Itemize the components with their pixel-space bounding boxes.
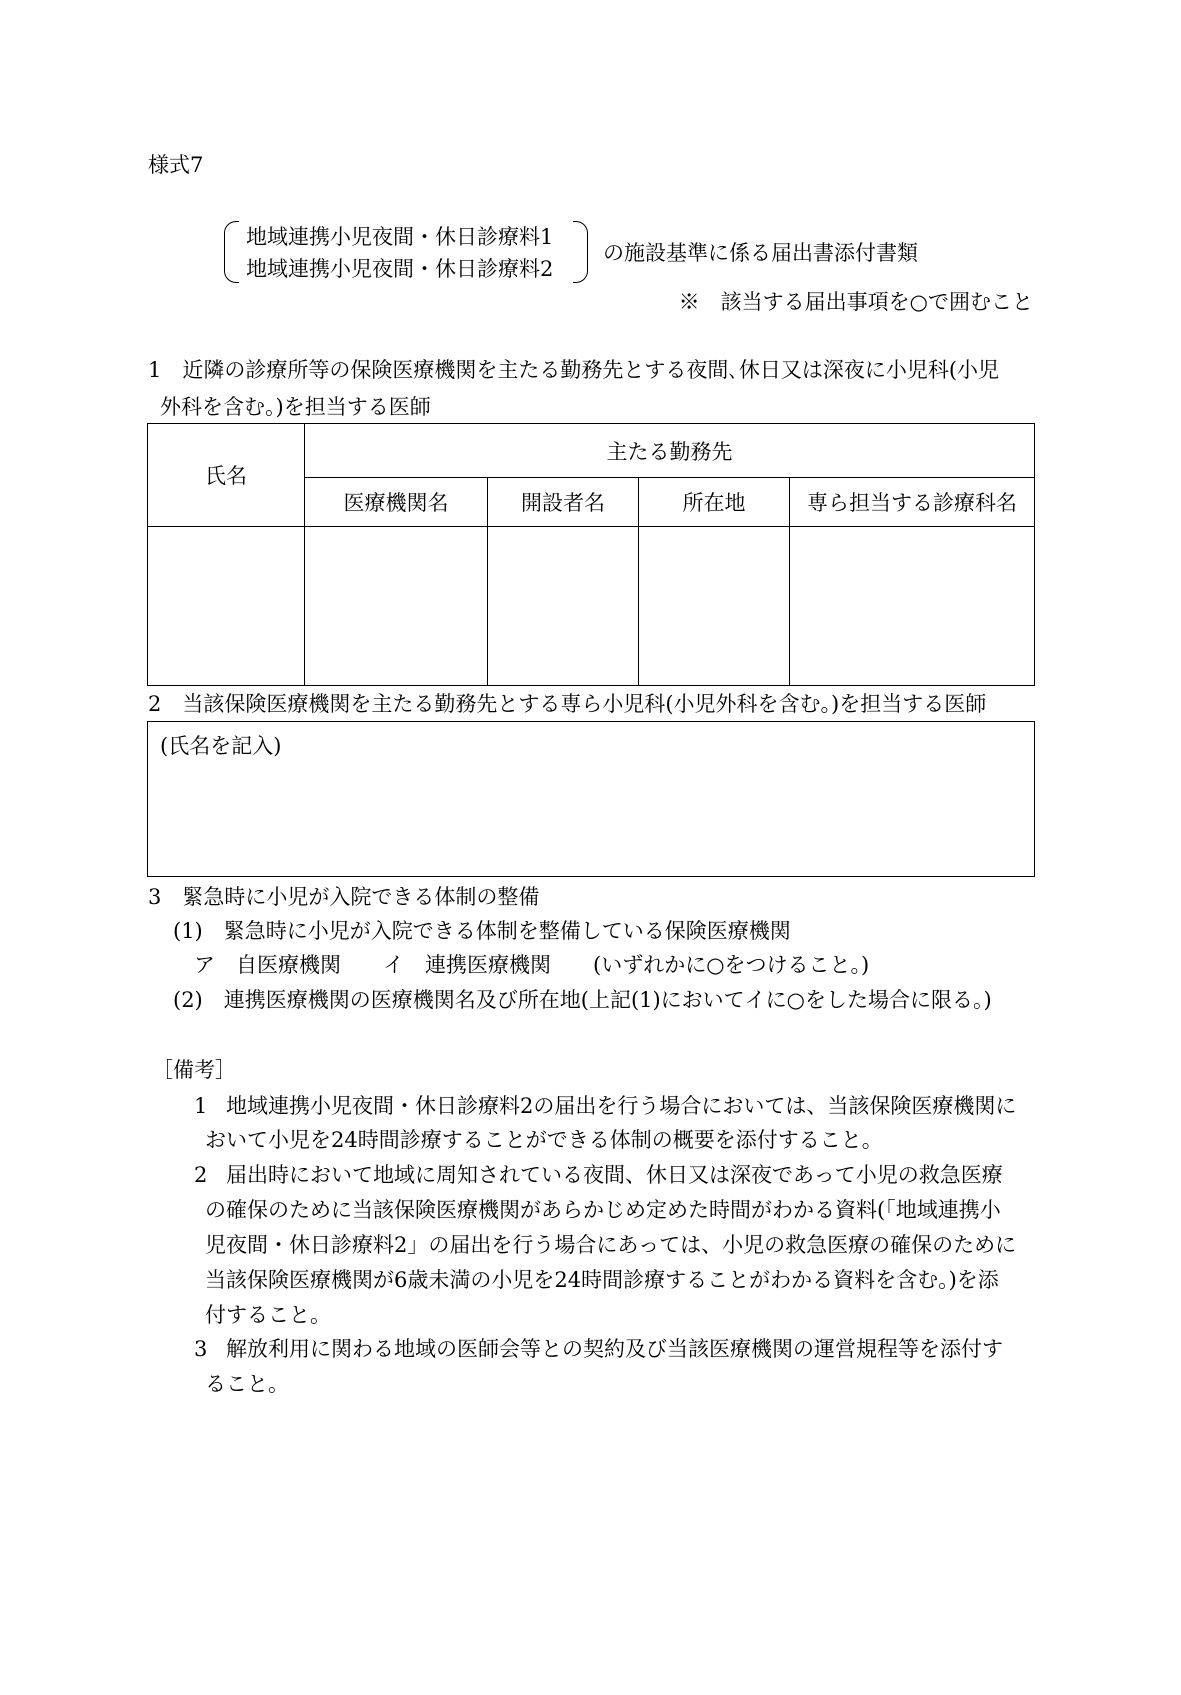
physician-table (147, 423, 1035, 686)
column-header: 専ら担当する診療科名 (790, 478, 1035, 527)
section2-box-hint: (氏名を記入) (160, 734, 282, 758)
title-note: ※ 該当する届出事項を○で囲むこと (678, 290, 1033, 314)
form-number: 様式7 (148, 153, 204, 177)
section1-line-1: 1 近隣の診療所等の保険医療機関を主たる勤務先とする夜間､休日又は深夜に小児科(小児 (148, 358, 1000, 382)
column-header: 所在地 (639, 478, 790, 527)
remark-line: 届出時において地域に周知されている夜間、休日又は深夜であって小児の救急医療 (226, 1163, 1003, 1187)
department-cell[interactable] (790, 527, 1035, 686)
section3-heading: 3 緊急時に小児が入院できる体制の整備 (148, 885, 540, 909)
remark-line: 地域連携小児夜間・休日診療料2の届出を行う場合においては、当該保険医療機関に (226, 1094, 1017, 1118)
founder-cell[interactable] (488, 527, 639, 686)
remarks-heading: ［備考］ (152, 1058, 236, 1082)
institution-cell[interactable] (305, 527, 488, 686)
remark-line: おいて小児を24時間診療することができる体制の概要を添付すること。 (205, 1128, 883, 1152)
remark-number: 1 (194, 1094, 208, 1118)
title-option-1: 地域連携小児夜間・休日診療料1 (246, 225, 554, 249)
remark-line: 当該保険医療機関が6歳未満の小児を24時間診療することがわかる資料を含む。)を添 (205, 1268, 999, 1292)
name-header: 氏名 (148, 424, 305, 527)
section1-line-2: 外科を含む。)を担当する医師 (160, 395, 431, 419)
right-bracket (573, 221, 588, 283)
section2-heading: 2 当該保険医療機関を主たる勤務先とする専ら小児科(小児外科を含む。)を担当する医師 (148, 692, 987, 716)
title-suffix: の施設基準に係る届出書添付書類 (603, 241, 918, 265)
remark-line: 解放利用に関わる地域の医師会等との契約及び当該医療機関の運営規程等を添付す (226, 1337, 1003, 1361)
name-cell[interactable] (148, 527, 305, 686)
remark-number: 3 (194, 1337, 208, 1361)
section3-item1: (1) 緊急時に小児が入院できる体制を整備している保険医療機関 (173, 919, 791, 943)
address-cell[interactable] (639, 527, 790, 686)
section3-choices: ア 自医療機関 イ 連携医療機関 (いずれかに○をつけること。) (194, 953, 870, 977)
section3-item2: (2) 連携医療機関の医療機関名及び所在地(上記(1)においてイに○をした場合に限る。) (173, 988, 992, 1012)
workplace-group-header: 主たる勤務先 (305, 424, 1035, 478)
remark-line: 付すること。 (205, 1303, 331, 1327)
remark-line: 児夜間・休日診療料2」の届出を行う場合にあっては、小児の救急医療の確保のために (205, 1233, 1017, 1257)
remark-line: の確保のために当該保険医療機関があらかじめ定めた時間がわかる資料(「地域連携小 (205, 1198, 1001, 1222)
remark-line: ること。 (205, 1372, 289, 1396)
left-bracket (224, 221, 239, 283)
remark-number: 2 (194, 1163, 208, 1187)
column-header: 医療機関名 (305, 478, 488, 527)
column-header: 開設者名 (488, 478, 639, 527)
title-option-2: 地域連携小児夜間・休日診療料2 (246, 257, 554, 281)
